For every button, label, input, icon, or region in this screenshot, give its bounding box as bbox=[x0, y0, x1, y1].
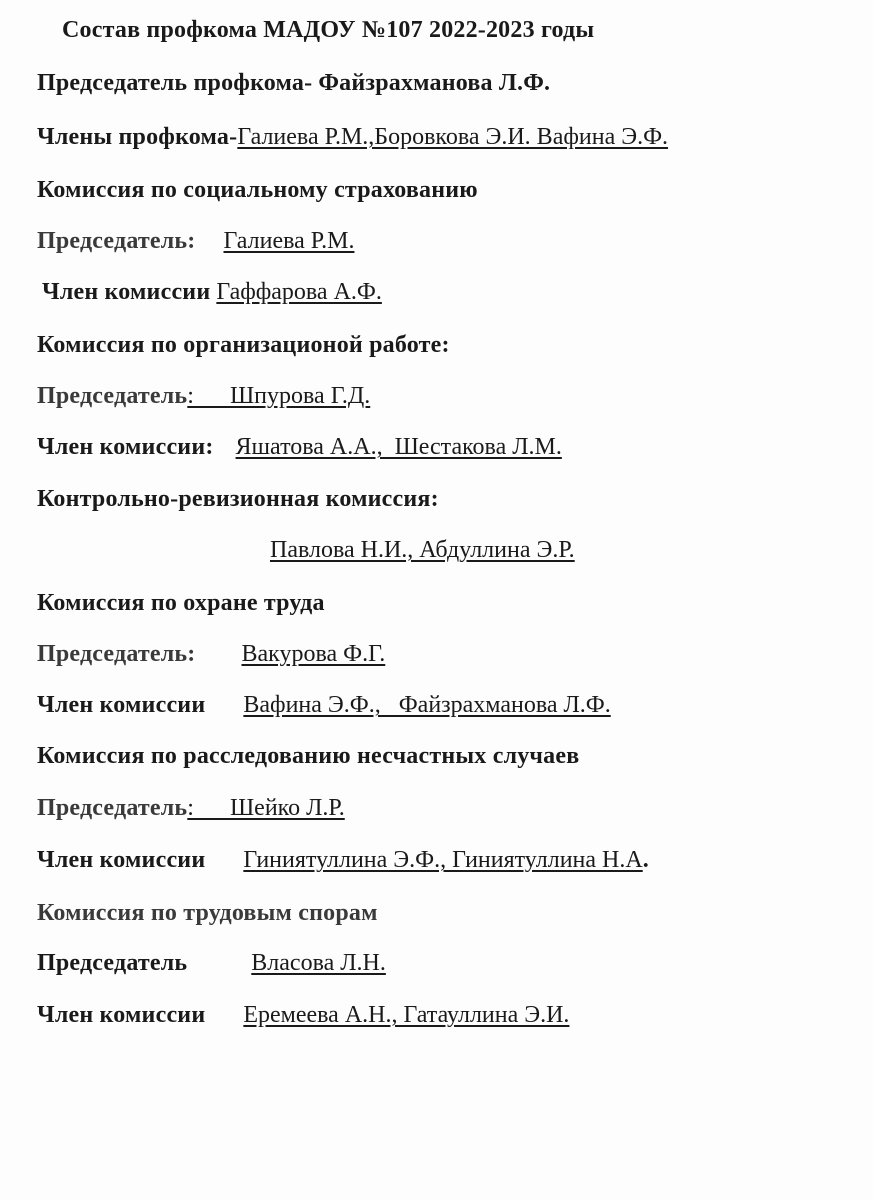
accidents-chair-name: : Шейко Л.Р. bbox=[187, 795, 345, 821]
accidents-member-label: Член комиссии bbox=[37, 847, 206, 873]
organizational-chair-row bbox=[37, 381, 370, 411]
labor-protection-member-row bbox=[37, 690, 611, 720]
accidents-heading: Комиссия по расследованию несчастных случаев bbox=[37, 743, 580, 769]
chair-row bbox=[37, 68, 550, 98]
audit-member-row bbox=[270, 535, 575, 565]
labor-protection-member-names: Вафина Э.Ф., Файзрахманова Л.Ф. bbox=[243, 692, 611, 718]
social-insurance-member-names: Гаффарова А.Ф. bbox=[216, 279, 382, 305]
organizational-member-label: Член комиссии: bbox=[37, 434, 214, 460]
labor-protection-chair-name: Вакурова Ф.Г. bbox=[241, 641, 386, 667]
members-label: Члены профкома- bbox=[37, 124, 238, 150]
chair-label: Председатель профкома- bbox=[37, 70, 313, 96]
labor-disputes-heading: Комиссия по трудовым спорам bbox=[37, 900, 378, 926]
organizational-heading: Комиссия по организационой работе: bbox=[37, 332, 450, 358]
labor-disputes-chair-name: Власова Л.Н. bbox=[251, 950, 386, 976]
social-insurance-chair-name: Галиева Р.М. bbox=[223, 228, 355, 254]
accidents-member-names: Гиниятуллина Э.Ф., Гиниятуллина Н.А bbox=[243, 847, 643, 873]
labor-disputes-chair-row bbox=[37, 948, 386, 978]
accidents-member-tail: . bbox=[642, 847, 649, 873]
organizational-chair-label: Председатель bbox=[37, 383, 188, 409]
labor-protection-chair-label: Председатель: bbox=[37, 641, 196, 667]
organizational-chair-name: : Шпурова Г.Д. bbox=[187, 383, 371, 409]
accidents-member-row bbox=[37, 845, 649, 875]
social-insurance-chair-row bbox=[37, 226, 354, 256]
labor-disputes-member-names: Еремеева А.Н., Гатауллина Э.И. bbox=[243, 1002, 570, 1028]
organizational-member-row bbox=[37, 432, 562, 462]
social-insurance-member-label: Член комиссии bbox=[42, 279, 211, 305]
accidents-chair-row bbox=[37, 793, 345, 823]
labor-disputes-chair-label: Председатель bbox=[37, 950, 188, 976]
members-row bbox=[37, 122, 668, 152]
audit-heading: Контрольно-ревизионная комиссия: bbox=[37, 486, 439, 512]
labor-protection-member-label: Член комиссии bbox=[37, 692, 206, 718]
social-insurance-heading: Комиссия по социальному страхованию bbox=[37, 177, 478, 203]
labor-protection-heading: Комиссия по охране труда bbox=[37, 590, 325, 616]
members-names: Галиева Р.М.,Боровкова Э.И. Вафина Э.Ф. bbox=[237, 124, 669, 150]
labor-disputes-member-row bbox=[37, 1000, 569, 1030]
accidents-chair-label: Председатель bbox=[37, 795, 188, 821]
labor-disputes-member-label: Член комиссии bbox=[37, 1002, 206, 1028]
chair-name: Файзрахманова Л.Ф. bbox=[318, 70, 551, 96]
social-insurance-member-row bbox=[42, 277, 382, 307]
labor-protection-chair-row bbox=[37, 639, 385, 669]
social-insurance-chair-label: Председатель: bbox=[37, 228, 196, 254]
audit-member-names: Павлова Н.И., Абдуллина Э.Р. bbox=[270, 537, 575, 563]
organizational-member-names: Яшатова А.А., Шестакова Л.М. bbox=[235, 434, 562, 460]
document-title: Состав профкома МАДОУ №107 2022-2023 годы bbox=[62, 17, 595, 43]
